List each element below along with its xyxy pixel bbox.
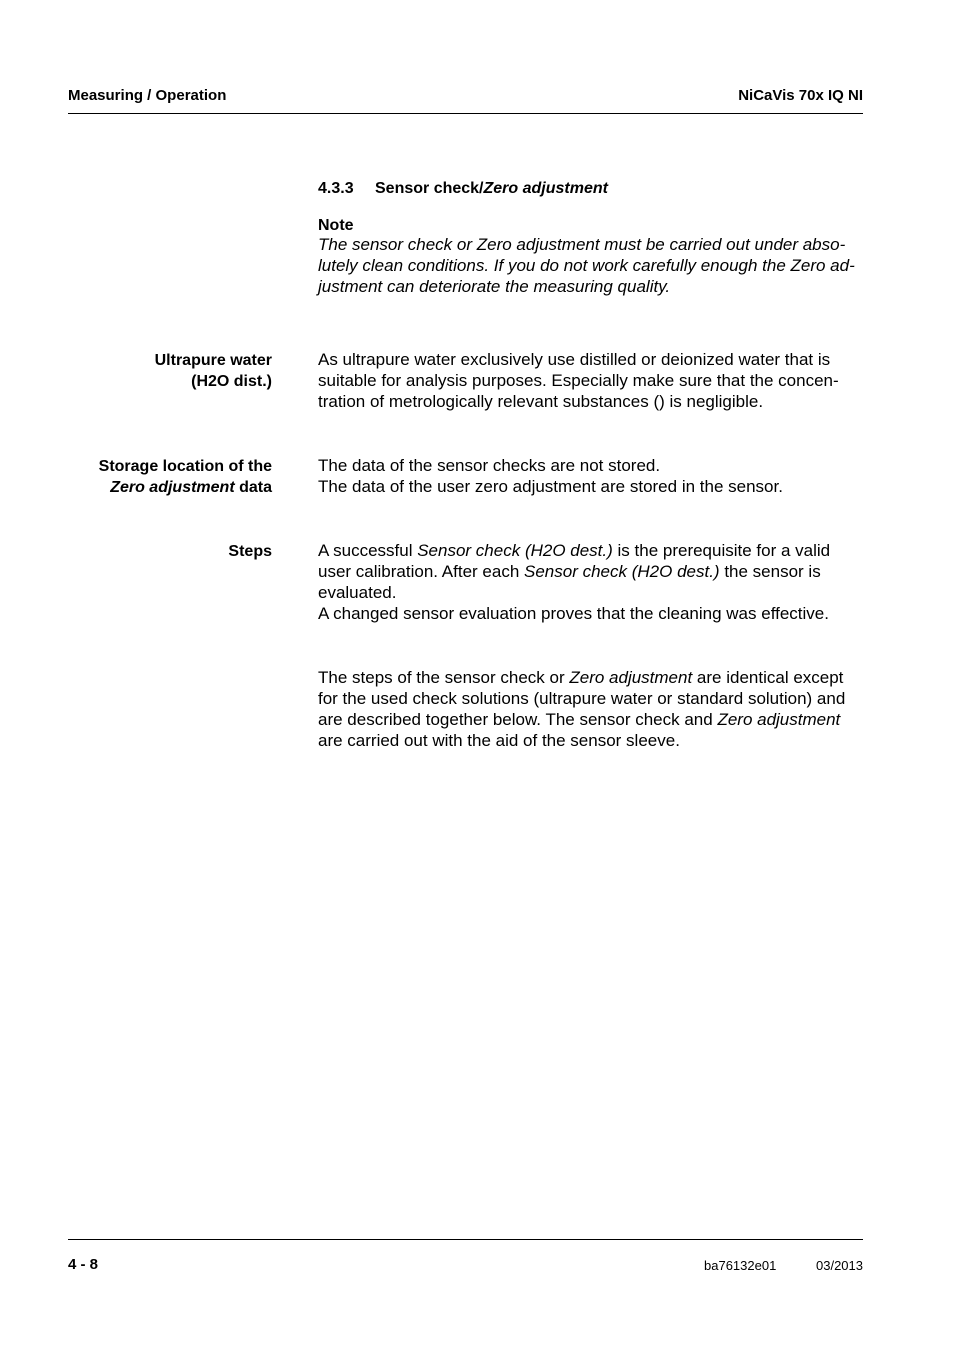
storage-text — [318, 455, 866, 497]
steps-p2-line: for the used check solutions (ultrapure water or standard solution) and — [318, 689, 846, 708]
header-left: Measuring / Operation — [68, 87, 227, 104]
steps-label — [52, 541, 272, 562]
note-text — [318, 234, 866, 297]
steps-label-text: Steps — [228, 543, 272, 560]
section-title — [318, 180, 608, 198]
steps-p1-l1-a: A successful — [318, 541, 418, 560]
ultrapure-text — [318, 349, 866, 412]
footer-doc-id: ba76132e01 — [704, 1258, 777, 1273]
storage-label-line1: Storage location of the — [98, 458, 272, 475]
section-title-plain: Sensor check/ — [375, 180, 484, 197]
ultrapure-line: suitable for analysis purposes. Especially make sure that the concen- — [318, 371, 839, 390]
ultrapure-label-line2: (H2O dist.) — [191, 373, 272, 390]
note-line: justment can deteriorate the measuring quality. — [318, 277, 671, 296]
note-label: Note — [318, 217, 354, 234]
section-number: 4.3.3 — [318, 180, 354, 197]
steps-paragraph-1 — [318, 540, 866, 624]
steps-p1-line — [318, 540, 866, 561]
steps-p1-l2-a: user calibration. After each — [318, 562, 525, 581]
steps-p1-line — [318, 561, 866, 582]
steps-p2-line — [318, 667, 866, 688]
steps-p2-line — [318, 709, 866, 730]
note-line: The sensor check or Zero adjustment must be carried out under abso- — [318, 235, 846, 254]
steps-p1-line: evaluated. — [318, 583, 397, 602]
storage-label — [52, 456, 272, 498]
storage-label-line2 — [52, 477, 272, 498]
header-rule — [68, 113, 863, 114]
storage-line: The data of the sensor checks are not stored. — [318, 456, 661, 475]
steps-p1-l2-b: the sensor is — [719, 562, 821, 581]
steps-p1-l1-b: is the prerequisite for a valid — [612, 541, 831, 560]
steps-p2-l3-a: are described together below. The sensor check and — [318, 710, 718, 729]
steps-p2-l1-a: The steps of the sensor check or — [318, 668, 570, 687]
header-right: NiCaVis 70x IQ NI — [738, 87, 863, 104]
note-line: lutely clean conditions. If you do not work carefully enough the Zero ad- — [318, 256, 855, 275]
footer-rule — [68, 1239, 863, 1240]
steps-p2-l1-italic: Zero adjustment — [569, 668, 693, 687]
ultrapure-label-line1: Ultrapure water — [154, 352, 272, 369]
steps-p1-l1-italic: Sensor check (H2O dest.) — [417, 541, 613, 560]
section-title-italic: Zero adjustment — [483, 180, 608, 197]
steps-p2-l3-italic: Zero adjustment — [717, 710, 841, 729]
steps-p1-l2-italic: Sensor check (H2O dest.) — [524, 562, 720, 581]
steps-paragraph-2 — [318, 667, 866, 751]
steps-p2-l1-b: are identical except — [692, 668, 844, 687]
steps-p1-line: A changed sensor evaluation proves that the cleaning was effective. — [318, 604, 829, 623]
footer-page-number: 4 - 8 — [68, 1256, 99, 1273]
storage-label-tail: data — [234, 479, 272, 496]
ultrapure-label — [52, 350, 272, 392]
ultrapure-line: tration of metrologically relevant substances () is negligible. — [318, 392, 764, 411]
storage-line: The data of the user zero adjustment are stored in the sensor. — [318, 477, 783, 496]
steps-p2-line: are carried out with the aid of the sensor sleeve. — [318, 731, 680, 750]
footer-date: 03/2013 — [816, 1258, 863, 1273]
storage-label-italic: Zero adjustment — [110, 479, 235, 496]
ultrapure-line: As ultrapure water exclusively use distilled or deionized water that is — [318, 350, 831, 369]
